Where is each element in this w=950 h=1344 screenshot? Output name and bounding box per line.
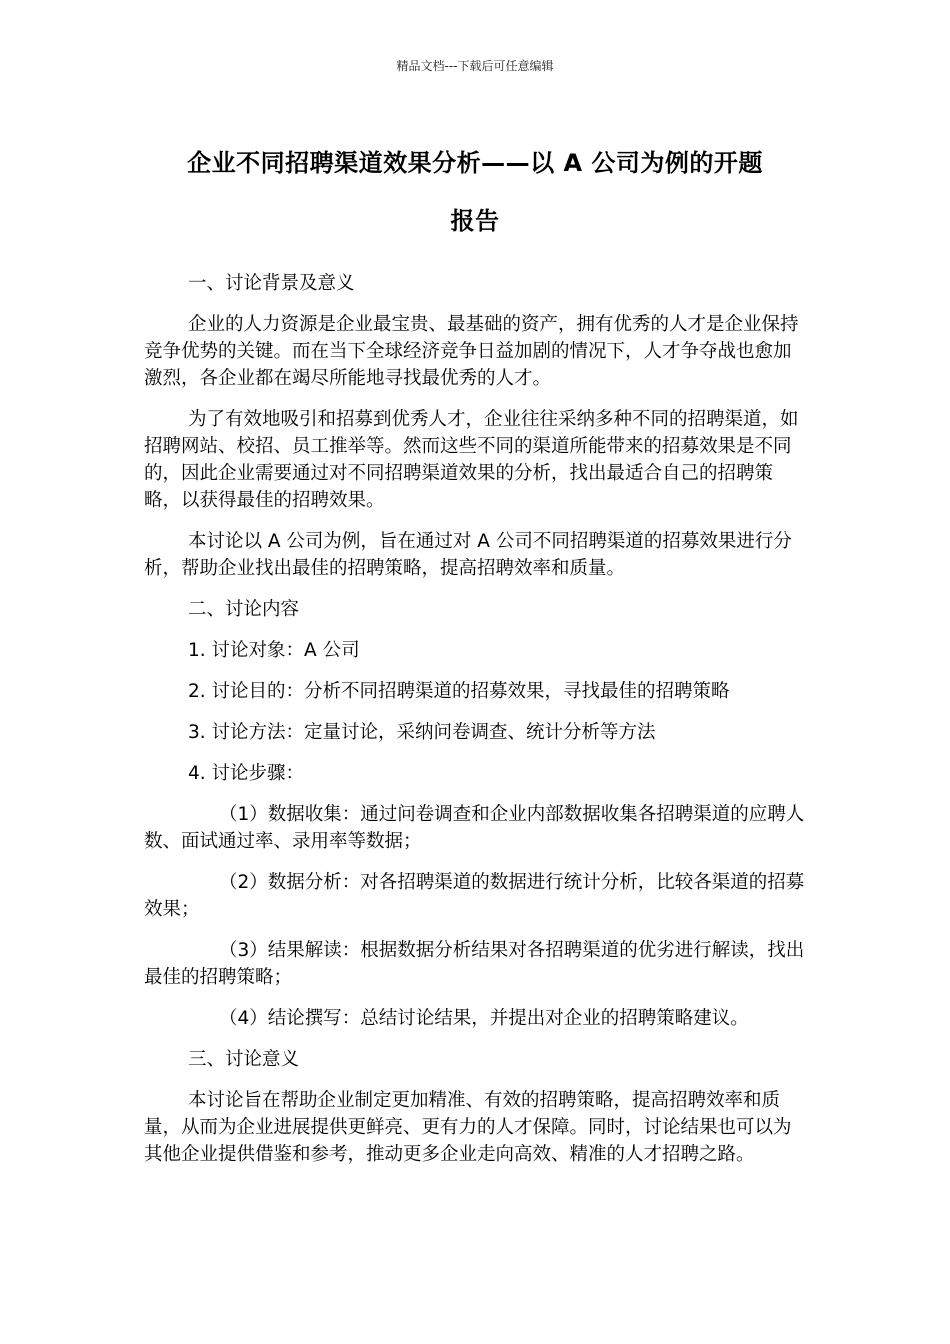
step-data-collection: （1）数据收集：通过问卷调查和企业内部数据收集各招聘渠道的应聘人数、面试通过率、录用率等数据； bbox=[144, 804, 805, 852]
step-data-analysis: （2）数据分析：对各招聘渠道的数据进行统计分析，比较各渠道的招募效果； bbox=[144, 872, 805, 920]
list-item-steps: 4. 讨论步骤： bbox=[188, 763, 305, 784]
step-conclusion-writing: （4）结论撰写：总结讨论结果，并提出对企业的招聘策略建议。 bbox=[219, 1008, 749, 1029]
step-result-interpretation: （3）结果解读：根据数据分析结果对各招聘渠道的优劣进行解读，找出最佳的招聘策略； bbox=[144, 940, 805, 988]
paragraph-significance: 本讨论旨在帮助企业制定更加精准、有效的招聘策略，提高招聘效率和质量，从而为企业进展提供更鲜亮、更有力的人才保障。同时，讨论结果也可以为其他企业提供借鉴和参考，推动更多企业走向高效、精准的人才招聘之路。 bbox=[144, 1090, 792, 1165]
paragraph-background-3: 本讨论以 A 公司为例，旨在通过对 A 公司不同招聘渠道的招募效果进行分析，帮助企业找出最佳的招聘策略，提高招聘效率和质量。 bbox=[144, 531, 792, 579]
list-item-purpose: 2. 讨论目的：分析不同招聘渠道的招募效果，寻找最佳的招聘策略 bbox=[188, 681, 730, 702]
title-line-2: 报告 bbox=[450, 207, 500, 235]
list-item-method: 3. 讨论方法：定量讨论，采纳问卷调查、统计分析等方法 bbox=[188, 722, 656, 743]
section-heading-background: 一、讨论背景及意义 bbox=[188, 273, 355, 294]
list-item-object: 1. 讨论对象：A 公司 bbox=[188, 640, 360, 661]
paragraph-background-1: 企业的人力资源是企业最宝贵、最基础的资产，拥有优秀的人才是企业保持竞争优势的关键。而在当下全球经济竞争日益加剧的情况下，人才争夺战也愈加激烈，各企业都在竭尽所能地寻找最优秀的人才。 bbox=[144, 314, 799, 389]
document-body bbox=[144, 270, 808, 1182]
paragraph-background-2: 为了有效地吸引和招募到优秀人才，企业往往采纳多种不同的招聘渠道，如招聘网站、校招、员工推举等。然而这些不同的渠道所能带来的招募效果是不同的，因此企业需要通过对不同招聘渠道效果的分析，找出最适合自己的招聘策略，以获得最佳的招聘效果。 bbox=[144, 409, 799, 511]
section-heading-content: 二、讨论内容 bbox=[188, 599, 300, 620]
page-header: 精品文档---下载后可任意编辑 bbox=[396, 59, 554, 73]
title-line-1: 企业不同招聘渠道效果分析——以 A 公司为例的开题 bbox=[187, 149, 763, 177]
section-heading-significance: 三、讨论意义 bbox=[188, 1049, 300, 1070]
document-title bbox=[120, 134, 830, 250]
